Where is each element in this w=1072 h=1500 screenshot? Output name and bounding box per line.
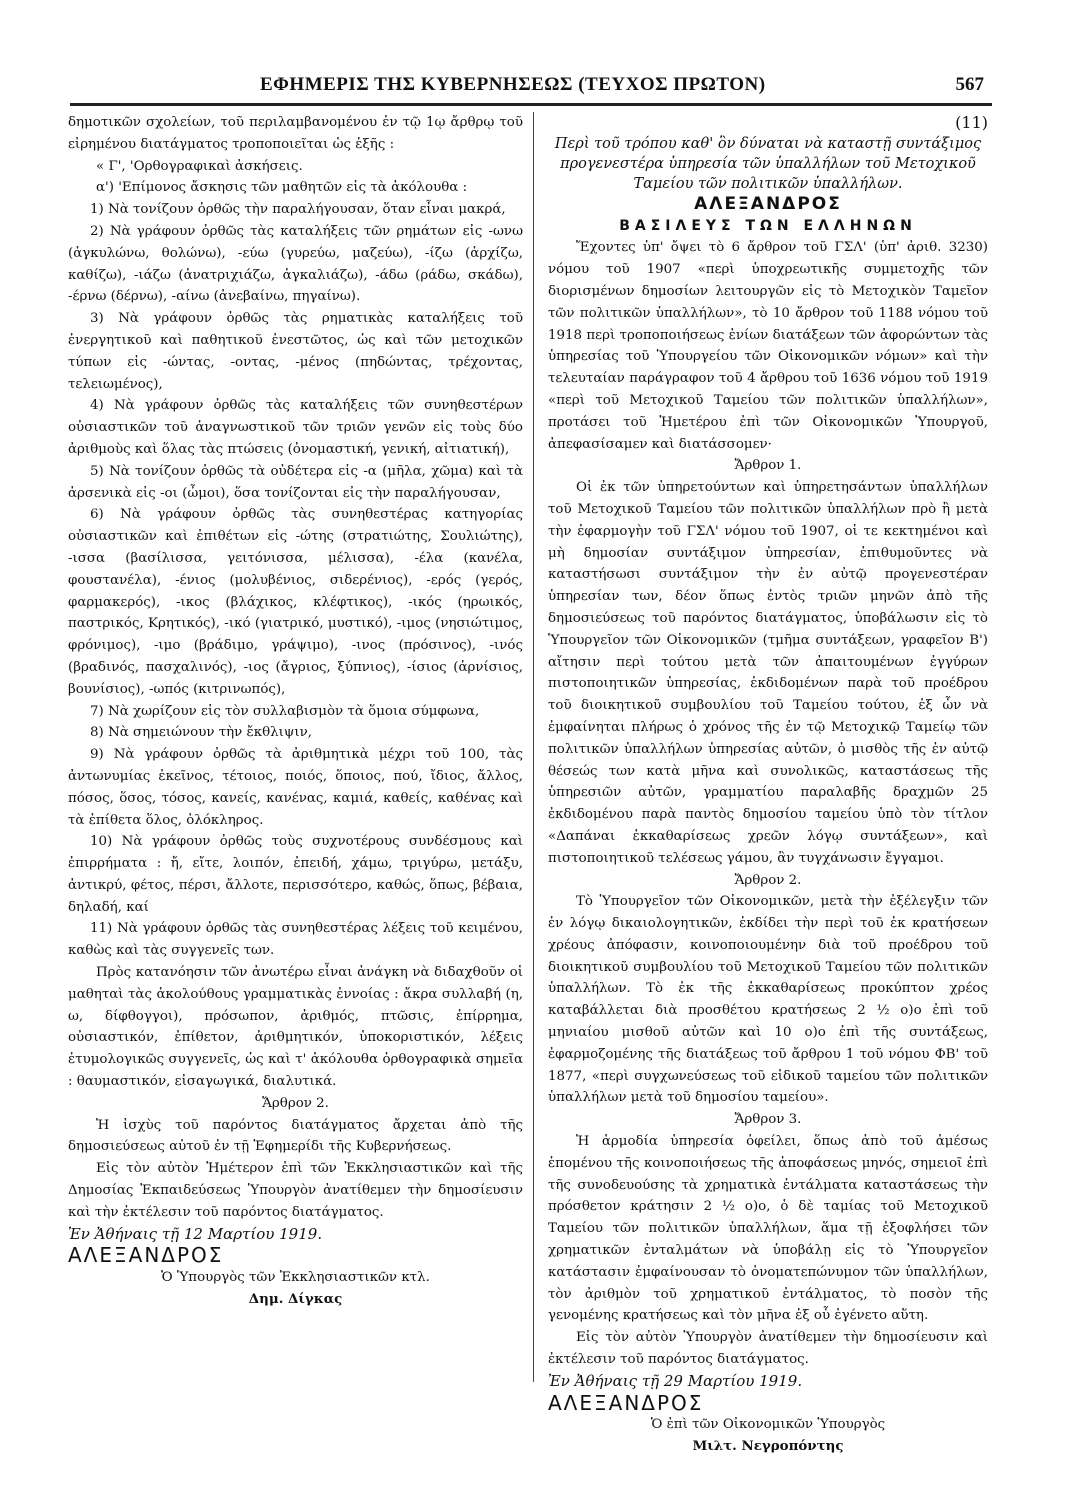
list-item: 11) Νὰ γράφουν ὀρθῶς τὰς συνηθεστέρας λέξεις τοῦ κειμένου, καθὼς καὶ τὰς συγγενεῖς των. <box>68 921 523 959</box>
section-heading-g: « Γ', 'Ορθογραφικαὶ ἀσκήσεις. <box>96 158 303 174</box>
king-name: ΑΛΕΞΑΝΔΡΟΣ <box>694 193 842 214</box>
page-header <box>70 74 990 104</box>
article-3-text: Ἡ ἁρμοδία ὑπηρεσία ὀφείλει, ὅπως ἀπὸ τοῦ ἀμέσως ἑπομένου τῆς κοινοποιήσεως τῆς ἀποφάσεως μηνός, σημειοῖ ἐπὶ τῆς συνοδευούσης τὰ χρηματικὰ ἐντάλματα καταστάσεως τὴν πρόσθετον κράτησιν 2 ½ ο)ο, ὁ δὲ ταμίας τοῦ Μετοχικοῦ Ταμείου τῶν πολιτικῶν ὑπαλλήλων, ἅμα τῇ ἐξοφλήσει τῶν χρηματικῶν ἐνταλμάτων νὰ ὑποβάλῃ εἰς τὸ Ὑπουργεῖον κατάστασιν ἐμφαίνουσαν τὸ ὀνοματεπώνυμον τῶν ὑπαλλήλων, τὸν ἀριθμὸν τοῦ χρηματικοῦ ἐντάλματος, τὸ ποσὸν τῆς γενομένης κρατήσεως καὶ τὸν μῆνα ἐξ οὗ ἐγένετο αὕτη. <box>548 1134 988 1324</box>
list-item: 5) Νὰ τονίζουν ὀρθῶς τὰ οὐδέτερα εἰς -α (μῆλα, χῶμα) καὶ τὰ ἀρσενικὰ εἰς -οι (ὦμοι), ὅσα τονίζονται εἰς τὴν παραλήγουσαν, <box>68 463 523 501</box>
column-divider <box>533 112 534 1382</box>
king-title: ΒΑΣΙΛΕΥΣ ΤΩΝ ΕΛΛΗΝΩΝ <box>619 217 917 234</box>
decree-number: (11) <box>955 113 988 132</box>
article-1-text: Οἱ ἐκ τῶν ὑπηρετούντων καὶ ὑπηρετησάντων ὑπαλλήλων τοῦ Μετοχικοῦ Ταμείου τῶν πολιτικῶν ὑπαλλήλων πρὸ ἢ μετὰ τὴν ἐφαρμογὴν τοῦ ΓΣΛ' νόμου τοῦ 1907, οἱ τε κεκτημένοι καὶ μὴ δημοσίαν συντάξιμον ὑπηρεσίαν, ἐπιθυμοῦντες νὰ καταστήσωσι συντάξιμον τὴν ἐν αὐτῷ προγενεστέραν ὑπηρεσίαν των, δέον ὅπως ἐντὸς τριῶν μηνῶν ἀπὸ τῆς δημοσιεύσεως τοῦ παρόντος διατάγματος, ὑποβάλωσιν εἰς τὸ Ὑπουργεῖον τῶν Οἰκονομικῶν (τμῆμα συντάξεων, γραφεῖον Β') αἴτησιν περὶ τούτου μετὰ τῶν ἀπαιτουμένων ἐγγύρων πιστοποιητικῶν ὑπηρεσίας, ἐκδιδομένων παρὰ τοῦ προέδρου τοῦ διοικητικοῦ συμβουλίου τοῦ Ταμείου τούτου, ἐξ ὧν νὰ ἐμφαίνηται πλήρως ὁ χρόνος τῆς ἐν τῷ Μετοχικῷ Ταμείῳ τῶν πολιτικῶν ὑπαλλήλων ὑπηρεσίας αὐτῶν, ὁ μισθὸς τῆς ἐν αὐτῷ θέσεώς των κατὰ μῆνα καὶ συνολικῶς, καταστάσεως τῆς ὑπηρεσιῶν αὐτῶν, γραμματίου παραλαβῆς δραχμῶν 25 ἐκδιδομένου παρὰ παντὸς δημοσίου ταμείου ὑπὸ τὸν τίτλον «Δαπάναι ἐκκαθαρίσεως χρεῶν λόγῳ συντάξεων», καὶ πιστοποιητικοῦ τελέσεως γάμου, ἂν τυγχάνωσιν ἔγγαμοι. <box>548 480 988 866</box>
header-rule <box>70 103 992 106</box>
right-column <box>548 112 988 1458</box>
closing-text: Εἰς τὸν αὐτὸν Ὑπουργὸν ἀνατίθεμεν τὴν δημοσίευσιν καὶ ἐκτέλεσιν τοῦ παρόντος διατάγματος. <box>548 1330 988 1368</box>
intro-text: δημοτικῶν σχολείων, τοῦ περιλαμβανομένου ἐν τῷ 1ῳ ἄρθρῳ τοῦ εἰρημένου διατάγματος τροποποιεῖται ὡς ἑξῆς : <box>68 115 523 152</box>
list-item: 8) Νὰ σημειώνουν τὴν ἔκθλιψιν, <box>90 725 313 741</box>
article-2-text: Ἡ ἰσχὺς τοῦ παρόντος διατάγματος ἄρχεται ἀπὸ τῆς δημοσιεύσεως αὐτοῦ ἐν τῇ Ἐφημερίδι τῆς Κυβερνήσεως. <box>68 1117 523 1155</box>
list-item: 4) Νὰ γράφουν ὀρθῶς τὰς καταλήξεις τῶν συνηθεστέρων οὐσιαστικῶν τοῦ ἀναγνωστικοῦ τῶν τριῶν γενῶν εἰς τοὺς δύο ἀριθμοὺς καὶ ὅλας τὰς πτώσεις (ὀνομαστική, γενική, αἰτιατική), <box>68 398 523 457</box>
minister-title: Ὁ ἐπὶ τῶν Οἰκονομικῶν Ὑπουργὸς <box>650 1417 886 1433</box>
list-item: 2) Νὰ γράφουν ὀρθῶς τὰς καταλήξεις τῶν ρημάτων εἰς -ωνω (ἀγκυλώνω, θολώνω), -εύω (γυρεύω, μαζεύω), -ίζω (ἀρχίζω, καθίζω), -ιάζω (ἀνατριχιάζω, ἀγκαλιάζω), -άδω (ράδω, σκάδω), -έρνω (δέρνω), -αίνω (ἀνεβαίνω, πηγαίνω). <box>68 223 523 305</box>
decree-date: Ἐν Ἀθήναις τῇ 29 Μαρτίου 1919. <box>548 1371 803 1390</box>
list-item: 3) Νὰ γράφουν ὀρθῶς τὰς ρηματικὰς καταλήξεις τοῦ ἐνεργητικοῦ καὶ παθητικοῦ ἐνεστῶτος, ὡς καὶ τῶν μετοχικῶν τύπων εἰς -ώντας, -οντας, -μένος (πηδώντας, τρέχοντας, τελειωμένος), <box>68 311 523 392</box>
king-signature: ΑΛΕΞΑΝΔΡΟΣ <box>68 1243 224 1268</box>
gazette-title: ΕΦΗΜΕΡΙΣ ΤΗΣ ΚΥΒΕΡΝΗΣΕΩΣ (ΤΕΥΧΟΣ ΠΡΩΤΟΝ) <box>260 74 766 95</box>
article-3-heading: Ἄρθρον 3. <box>734 1112 802 1128</box>
king-signature: ΑΛΕΞΑΝΔΡΟΣ <box>548 1390 704 1415</box>
page-number: 567 <box>955 74 984 95</box>
article-2-text: Τὸ Ὑπουργεῖον τῶν Οἰκονομικῶν, μετὰ τὴν ἐξέλεγξιν τῶν ἐν λόγῳ δικαιολογητικῶν, ἐκδίδει τὴν περὶ τοῦ ἐκ κρατήσεων χρέους ἀπόφασιν, κοινοποιουμένην διὰ τοῦ προέδρου τοῦ διοικητικοῦ συμβουλίου τοῦ Μετοχικοῦ Ταμείου τῶν πολιτικῶν ὑπαλλήλων. Τὸ ἐκ τῆς ἐκκαθαρίσεως προκύπτον χρέος καταβάλλεται διὰ προσθέτου κρατήσεως 2 ½ ο)ο ἐπὶ τοῦ μηνιαίου μισθοῦ αὐτῶν καὶ 10 ο)ο ἐπὶ τῆς συντάξεως, ἐφαρμοζομένης τῆς διατάξεως τοῦ ἄρθρου 1 τοῦ νόμου ΦΒ' τοῦ 1877, «περὶ συγχωνεύσεως τοῦ εἰδικοῦ ταμείου τῶν πολιτικῶν ὑπαλλήλων μετὰ τοῦ δημοσίου ταμείου». <box>548 894 988 1106</box>
minister-name: Δημ. Δίγκας <box>248 1291 343 1308</box>
minister-title: Ὁ Ὑπουργὸς τῶν Ἐκκλησιαστικῶν κτλ. <box>161 1270 430 1286</box>
article-1-heading: Ἄρθρον 1. <box>734 458 802 474</box>
minister-name: Μιλτ. Νεγροπόντης <box>692 1438 844 1455</box>
left-column <box>68 112 523 1311</box>
preamble-text: Ἔχοντες ὑπ' ὄψει τὸ 6 ἄρθρον τοῦ ΓΣΛ' (ὑπ' ἀριθ. 3230) νόμου τοῦ 1907 «περὶ ὑποχρεωτικῆς συμμετοχῆς τῶν διορισμένων δημοσίων λειτουργῶν εἰς τὸ Μετοχικὸν Ταμεῖον τῶν πολιτικῶν ὑπαλλήλων», τὸ 10 ἄρθρον τοῦ 1188 νόμου τοῦ 1918 περὶ τροποποιήσεως ἐνίων διατάξεων τῶν ἀφορώντων τὰς ὑπηρεσίας τοῦ Ὑπουργείου τῶν Οἰκονομικῶν νόμων» καὶ τὴν τελευταίαν παράγραφον τοῦ 4 ἄρθρου τοῦ 1636 νόμου τοῦ 1919 «περὶ τοῦ Μετοχικοῦ Ταμείου τῶν πολιτικῶν ὑπαλλήλων», προτάσει τοῦ Ἡμετέρου ἐπὶ τῶν Οἰκονομικῶν Ὑπουργοῦ, ἀπεφασίσαμεν καὶ διατάσσομεν· <box>548 240 988 452</box>
list-item: 7) Νὰ χωρίζουν εἰς τὸν συλλαβισμὸν τὰ ὅμοια σύμφωνα, <box>90 703 480 719</box>
article-2-heading: Ἄρθρον 2. <box>262 1095 329 1111</box>
section-heading-a: α') 'Επίμονος ἄσκησις τῶν μαθητῶν εἰς τὰ ἀκόλουθα : <box>96 180 468 196</box>
decree-title: Περὶ τοῦ τρόπου καθ' ὃν δύναται νὰ καταστῇ συντάξιμος προγενεστέρα ὑπηρεσία τῶν ὑπαλλήλων τοῦ Μετοχικοῦ Ταμείου τῶν πολιτικῶν ὑπαλλήλων. <box>554 135 982 192</box>
exercise-list <box>68 199 523 962</box>
list-item: 9) Νὰ γράφουν ὀρθῶς τὰ ἀριθμητικὰ μέχρι τοῦ 100, τὰς ἀντωνυμίας ἐκεῖνος, τέτοιος, ποιός, ὅποιος, πού, ἴδιος, ἄλλος, πόσος, ὅσος, τόσος, κανείς, κανένας, καμιά, καθείς, καθένας καὶ τὰ ἐπίθετα ὅλος, ὁλόκληρος. <box>68 747 523 828</box>
list-item: 6) Νὰ γράφουν ὀρθῶς τὰς συνηθεστέρας κατηγορίας οὐσιαστικῶν καὶ ἐπιθέτων εἰς -ώτης (στρατιώτης, Σουλιώτης), -ισσα (βασίλισσα, γειτόνισσα, μέλισσα), -έλα (κανέλα, φουστανέλα), -ένιος (μολυβένιος, σιδερένιος), -ερός (γερός, φαρμακερός), -ικος (βλάχικος, κλέφτικος), -ικός (ηρωικός, παστρικός, Κρητικός), -ικό (γιατρικό, μυστικό), -ιμος (νησιώτιμος, φρόνιμος), -ιμο (βράδιμο, γράψιμο), -ινος (πρόσινος), -ινός (βραδινός, πασχαλινός), -ιος (ἄγριος, ξύπνιος), -ίσιος (ἀρνίσιος, βουνίσιος), -ωπός (κιτρινωπός), <box>68 507 523 697</box>
list-item: 10) Νὰ γράφουν ὀρθῶς τοὺς συχνοτέρους συνδέσμους καὶ ἐπιρρήματα : ἤ, εἴτε, λοιπόν, ἐπειδή, χάμω, τριγύρω, μετάξυ, ἀντικρύ, φέτος, πέρσι, ἄλλοτε, περισσότερο, καθώς, ὅπως, βέβαια, δηλαδή, καί <box>68 834 523 915</box>
article-2-heading: Ἄρθρον 2. <box>734 872 802 888</box>
decree-date: Ἐν Ἀθήναις τῇ 12 Μαρτίου 1919. <box>68 1224 323 1243</box>
article-2-closing: Εἰς τὸν αὐτὸν Ἡμέτερον ἐπὶ τῶν Ἐκκλησιαστικῶν καὶ τῆς Δημοσίας Ἐκπαιδεύσεως Ὑπουργὸν ἀνατίθεμεν τὴν δημοσίευσιν καὶ τὴν ἐκτέλεσιν τοῦ παρόντος διατάγματος. <box>68 1161 523 1220</box>
grammar-paragraph: Πρὸς κατανόησιν τῶν ἀνωτέρω εἶναι ἀνάγκη νὰ διδαχθοῦν οἱ μαθηταὶ τὰς ἀκολούθους γραμματικὰς ἐννοίας : ἄκρα συλλαβή (η, ω, δίφθογγοι), πρόσωπον, ἀριθμός, πτῶσις, ἐπίρρημα, οὐσιαστικόν, ἐπίθετον, ἀριθμητικόν, ὑποκοριστικόν, λέξεις ἐτυμολογικῶς συγγενεῖς, ὡς καὶ τ' ἀκόλουθα ὀρθογραφικὰ σημεῖα : θαυμαστικόν, εἰσαγωγικά, διαλυτικά. <box>68 965 523 1090</box>
list-item: 1) Νὰ τονίζουν ὀρθῶς τὴν παραλήγουσαν, ὅταν εἶναι μακρά, <box>90 202 506 218</box>
